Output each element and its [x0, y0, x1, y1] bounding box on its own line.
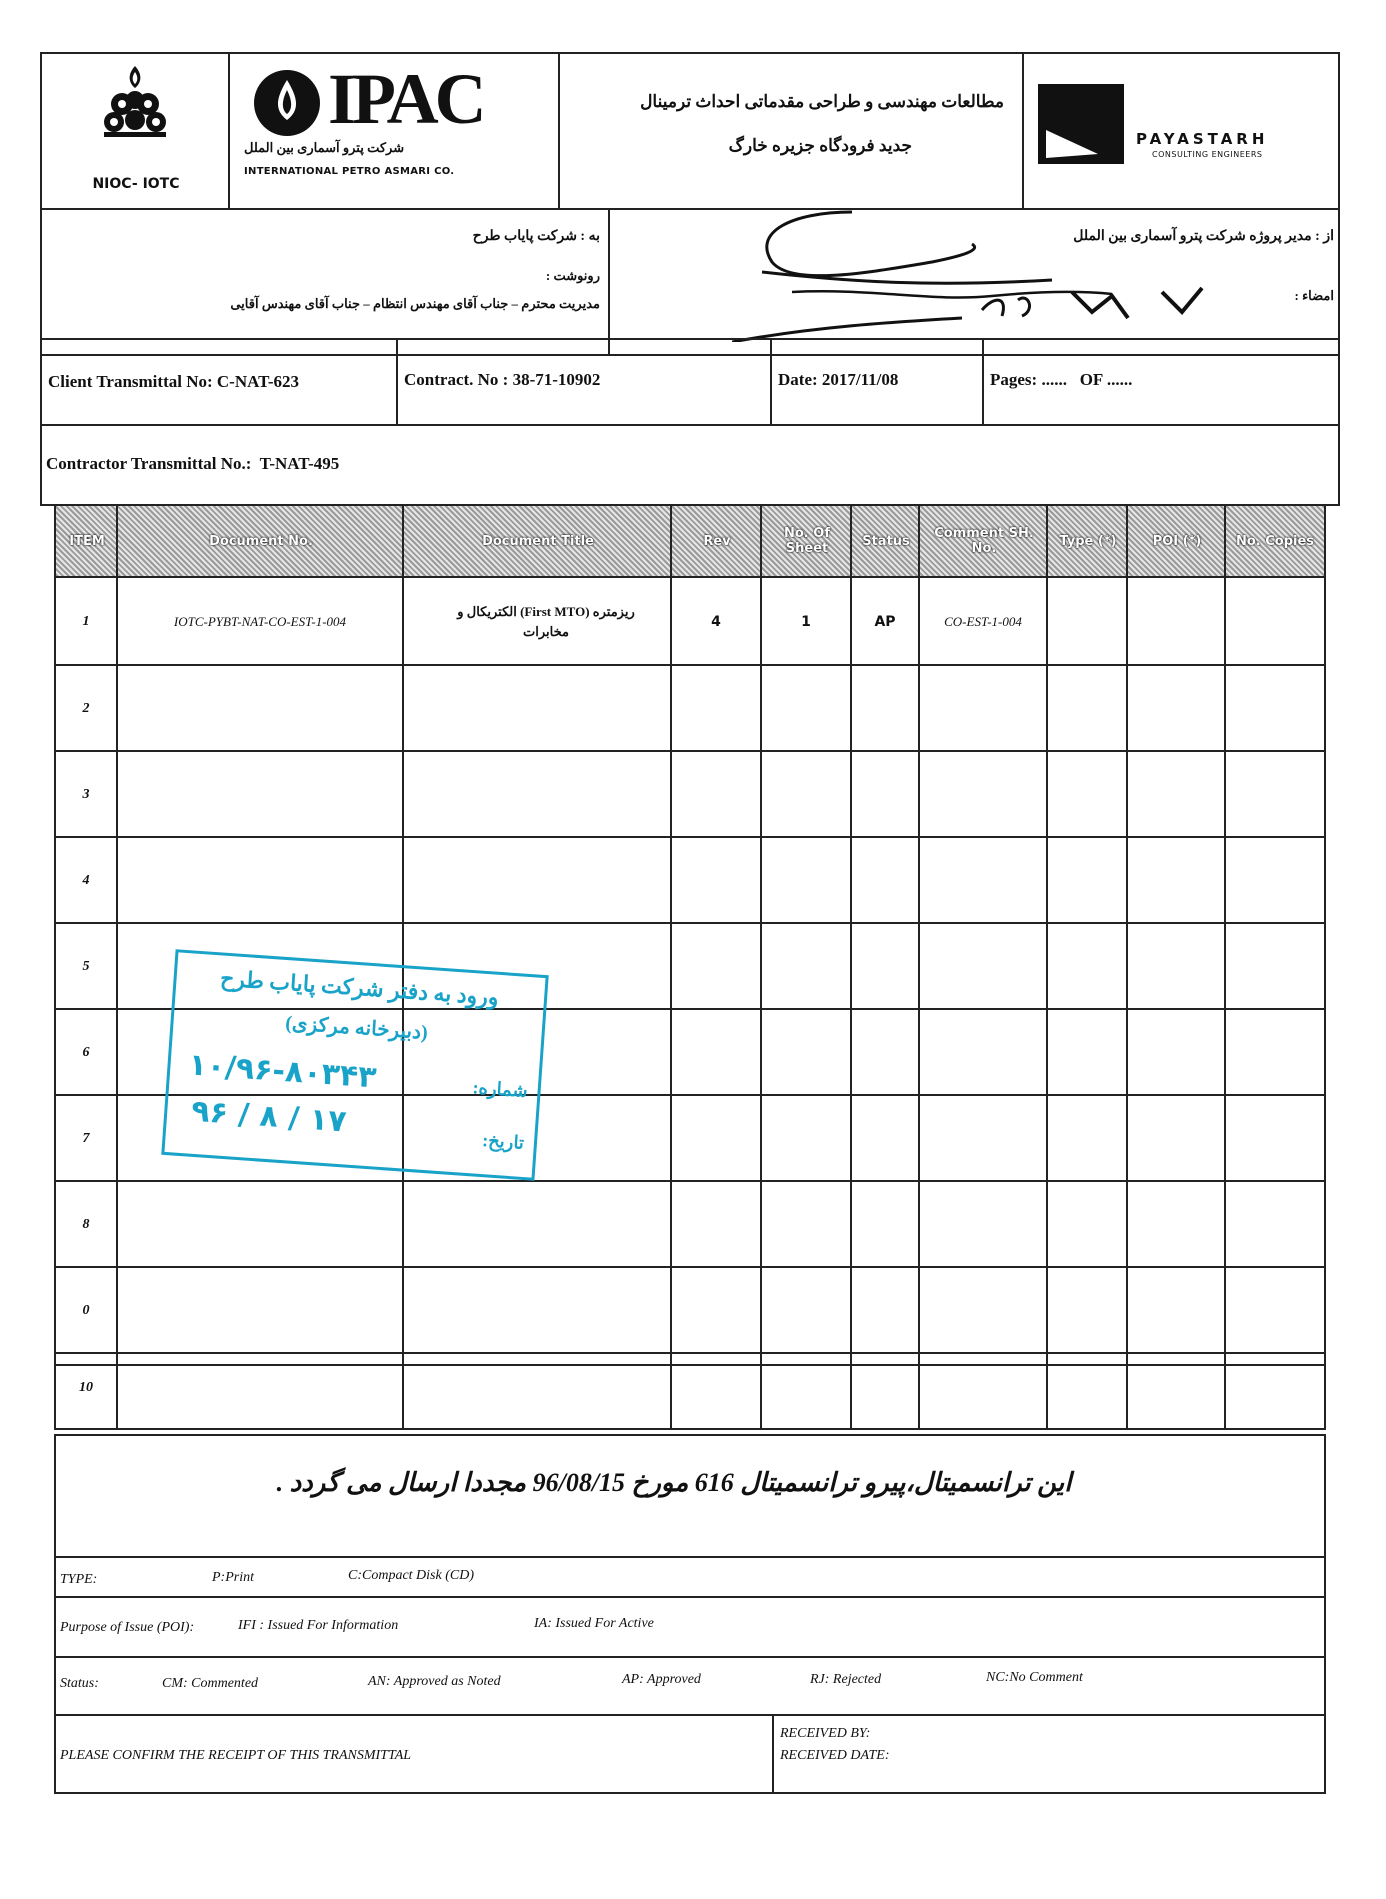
row-item: 3 — [82, 787, 90, 802]
payastarh-logo-icon — [1038, 84, 1124, 164]
ipac-logo-text: IPAC — [328, 59, 483, 139]
footer-divider — [56, 1556, 1324, 1558]
row-item: 4 — [82, 873, 90, 888]
contractor-row — [40, 424, 1340, 506]
th-sheets: No. Of Sheet — [784, 526, 830, 556]
status-nc: NC:No Comment — [986, 1670, 1083, 1685]
poi-label: Purpose of Issue (POI): — [60, 1620, 195, 1635]
th-copies: No. Copies — [1235, 533, 1315, 549]
grid-line — [918, 1350, 920, 1428]
row-rev: 4 — [711, 614, 721, 630]
footer-divider — [56, 1714, 1324, 1716]
ipac-en-name: INTERNATIONAL PETRO ASMARI CO. — [244, 166, 455, 177]
nioc-flame-icon — [90, 62, 180, 142]
nioc-label: NIOC- IOTC — [92, 176, 180, 192]
to-line: به : شرکت پایاب طرح — [472, 229, 600, 244]
type-label: TYPE: — [60, 1572, 98, 1587]
document-table — [54, 504, 1326, 1366]
th-type: Type (*) — [1059, 533, 1117, 549]
payastarh-name: PAYASTARH — [1136, 130, 1269, 148]
signature-label: امضاء : — [1294, 288, 1334, 303]
row-status: AP — [874, 614, 896, 630]
th-poi: POI (*) — [1152, 533, 1202, 549]
th-comment: Comment SH. No. — [934, 526, 1034, 556]
grid-line — [1126, 1350, 1128, 1428]
row-item: 1 — [82, 614, 90, 629]
addressing-box — [40, 208, 1340, 356]
stamp-date-label: تاریخ: — [481, 1130, 525, 1153]
status-label: Status: — [60, 1676, 99, 1691]
payastarh-logo-cell — [1024, 54, 1338, 208]
row-item: 10 — [79, 1380, 93, 1395]
handwritten-signature — [732, 192, 1292, 342]
th-doc-title: Document Title — [482, 533, 594, 549]
grid-line — [670, 1350, 672, 1428]
footer-divider — [56, 1596, 1324, 1598]
row-item: 7 — [82, 1131, 90, 1146]
footer-box — [54, 1434, 1326, 1794]
ipac-logo-cell — [230, 54, 560, 208]
row-doc-title: ریزمتره (First MTO) الکتریکال و مخابرات — [457, 604, 635, 639]
table-row — [56, 664, 1324, 752]
confirm-text: PLEASE CONFIRM THE RECEIPT OF THIS TRANSMITTAL — [60, 1748, 412, 1763]
stamp-date-value: ۹۶ / ۸ / ۱۷ — [190, 1093, 348, 1140]
table-row — [56, 1266, 1324, 1354]
date-field: Date: 2017/11/08 — [778, 370, 899, 389]
row-comment: CO-EST-1-004 — [944, 614, 1022, 629]
type-cd: C:Compact Disk (CD) — [348, 1568, 474, 1583]
received-by: RECEIVED BY: — [780, 1726, 871, 1741]
header-box — [40, 52, 1340, 210]
received-stamp — [161, 949, 548, 1181]
poi-ifi: IFI : Issued For Information — [238, 1618, 399, 1633]
row-item: 6 — [82, 1045, 90, 1060]
grid-line — [1046, 1350, 1048, 1428]
stamp-line1: ورود به دفتر شرکت پایاب طرح — [219, 965, 500, 1010]
table-row — [56, 1180, 1324, 1268]
grid-line — [850, 1350, 852, 1428]
row-item: 2 — [82, 701, 90, 716]
contractor-transmittal: Contractor Transmittal No.: T-NAT-495 — [46, 454, 340, 473]
project-title-line1: مطالعات مهندسی و طراحی مقدماتی احداث ترمینال — [640, 92, 1004, 111]
status-ap: AP: Approved — [622, 1672, 701, 1687]
grid-line — [116, 1350, 118, 1428]
th-doc-no: Document No. — [209, 533, 313, 549]
payastarh-sub: CONSULTING ENGINEERS — [1152, 150, 1263, 159]
table-row — [56, 750, 1324, 838]
table-header — [56, 506, 1324, 576]
project-title-cell — [560, 54, 1024, 208]
type-print: P:Print — [212, 1570, 254, 1585]
info-divider-3 — [982, 340, 984, 426]
info-divider-1 — [396, 340, 398, 426]
ipac-fa-name: شرکت پترو آسماری بین الملل — [244, 140, 405, 155]
grid-line — [760, 1350, 762, 1428]
row-item: 8 — [82, 1217, 90, 1232]
row-item: 5 — [82, 959, 90, 974]
contract-no: Contract. No : 38-71-10902 — [404, 370, 601, 389]
info-row — [40, 338, 1340, 426]
status-cm: CM: Commented — [162, 1676, 259, 1691]
row-item: 0 — [82, 1303, 90, 1318]
table-row — [56, 836, 1324, 924]
footer-divider — [56, 1656, 1324, 1658]
received-date: RECEIVED DATE: — [780, 1748, 890, 1763]
footer-vdivider — [772, 1714, 774, 1792]
nioc-logo-cell — [42, 54, 230, 208]
status-rj: RJ: Rejected — [810, 1672, 882, 1687]
poi-ia: IA: Issued For Active — [534, 1616, 654, 1631]
th-rev: Rev — [703, 533, 731, 549]
status-an: AN: Approved as Noted — [368, 1674, 501, 1689]
addressing-divider — [608, 208, 610, 354]
ipac-drop-icon — [252, 68, 322, 138]
cc-label: رونوشت : — [545, 268, 600, 283]
grid-line — [1224, 1350, 1226, 1428]
grid-line — [402, 1350, 404, 1428]
row-doc-no: IOTC-PYBT-NAT-CO-EST-1-004 — [173, 614, 347, 629]
th-item: ITEM — [69, 533, 105, 549]
cc-value: مدیریت محترم – جناب آقای مهندس انتظام – جناب آقای مهندس آقایی — [230, 296, 600, 311]
client-transmittal: Client Transmittal No: C-NAT-623 — [48, 372, 300, 391]
footer-note: این ترانسمیتال،پیرو ترانسمیتال 616 مورخ 96/08/15 مجددا ارسال می گردد . — [276, 1468, 1072, 1497]
table-row — [56, 576, 1324, 666]
pages-field: Pages: ...... OF ...... — [990, 370, 1133, 389]
stamp-number-label: شماره: — [471, 1077, 529, 1102]
project-title-line2: جدید فرودگاه جزیره خارگ — [728, 136, 912, 155]
info-divider-2 — [770, 340, 772, 426]
stamp-number-value: ۱۰/۹۶-۸۰۳۴۳ — [187, 1047, 378, 1096]
stamp-line2: (دبیرخانه مرکزی) — [284, 1012, 429, 1044]
from-line: از : مدیر پروژه شرکت پترو آسماری بین الملل — [1073, 229, 1334, 244]
row-sheets: 1 — [801, 614, 811, 630]
th-status: Status — [862, 533, 910, 549]
table-row — [54, 1350, 1326, 1430]
